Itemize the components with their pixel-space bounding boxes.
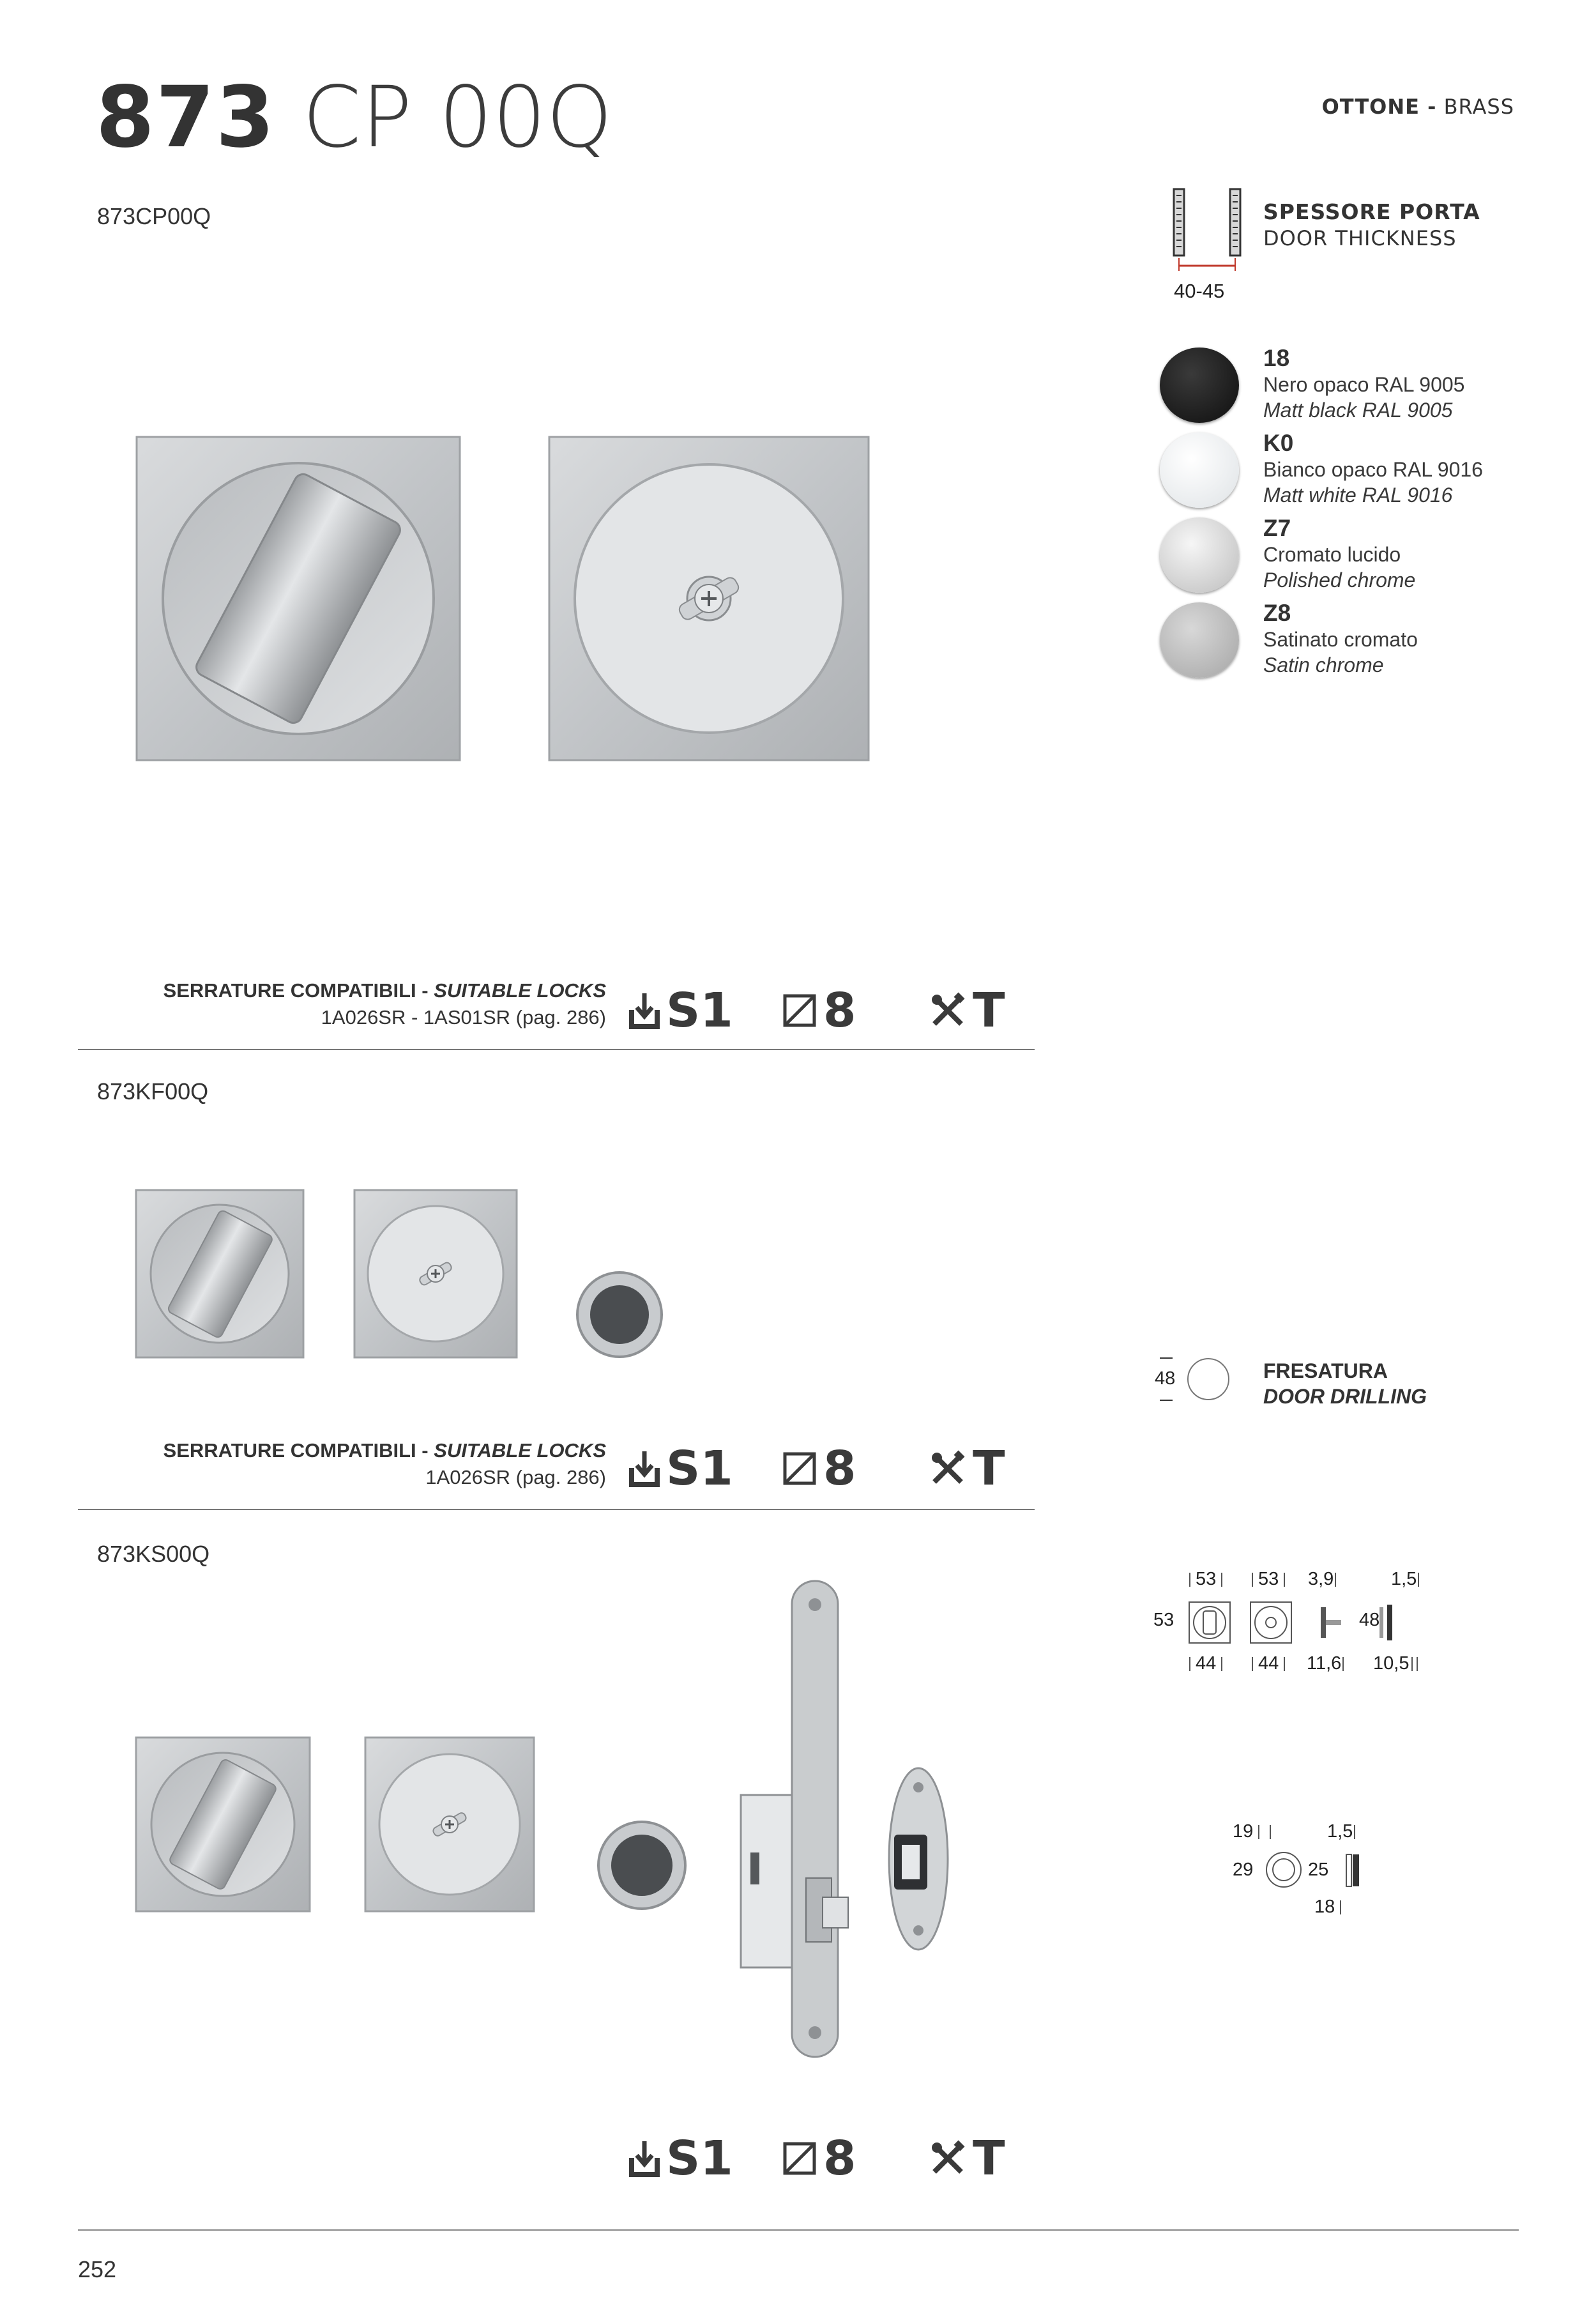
finish-name-en: Matt black RAL 9005 <box>1263 399 1453 422</box>
badge-s1 <box>629 983 733 1038</box>
dim-side-mid: 48 <box>1359 1610 1380 1630</box>
dim-side-top2: 1,5 <box>1391 1569 1417 1589</box>
finishes-list <box>1160 345 1492 685</box>
finish-item <box>1160 600 1492 685</box>
badge-s1-text: S1 <box>666 983 733 1038</box>
finish-name-en: Polished chrome <box>1263 569 1416 592</box>
page-title <box>96 68 613 167</box>
drilling-diameter: 48 <box>1155 1368 1176 1389</box>
badge-square <box>782 1441 856 1496</box>
finish-code: Z8 <box>1263 600 1291 626</box>
dim-round-outer: 29 <box>1233 1860 1254 1880</box>
dim-width-1: 53 <box>1196 1569 1217 1589</box>
dim-side-bot1: 11,6 <box>1307 1653 1342 1674</box>
download-arrow-icon <box>629 991 660 1030</box>
model-number: 873 <box>96 68 276 167</box>
finish-item <box>1160 345 1492 430</box>
lock-body <box>741 1581 848 2057</box>
square-spindle-icon <box>782 993 817 1028</box>
door-thickness-title: SPESSORE PORTA <box>1263 199 1480 224</box>
section-divider-1 <box>78 1049 1035 1050</box>
finish-name-it: Cromato lucido <box>1263 543 1401 566</box>
locks-label: SERRATURE COMPATIBILI - <box>163 979 429 1002</box>
finish-name-it: Bianco opaco RAL 9016 <box>1263 458 1483 481</box>
product-code-3: 873KS00Q <box>97 1541 210 1567</box>
release-plate <box>365 1738 534 1911</box>
dims-round-diagram <box>1226 1817 1418 1932</box>
badge-square-text: 8 <box>823 2131 856 2186</box>
finish-name-it: Satinato cromato <box>1263 628 1418 651</box>
door-thickness-range: 40-45 <box>1174 280 1225 302</box>
badge-s1-text: S1 <box>666 2131 733 2186</box>
dim-round-top-left: 19 <box>1233 1821 1254 1842</box>
product-image-873KS00Q <box>134 1578 958 2063</box>
dim-height: 53 <box>1153 1610 1174 1630</box>
square-spindle-icon <box>782 2141 817 2176</box>
square-spindle-icon <box>782 1451 817 1486</box>
finish-code: Z7 <box>1263 515 1291 541</box>
finish-name-en: Matt white RAL 9016 <box>1263 484 1453 507</box>
door-thickness-subtitle: DOOR THICKNESS <box>1263 226 1457 250</box>
turn-knob-plate <box>136 1738 310 1911</box>
dims-square-shapes <box>1188 1601 1437 1646</box>
finger-pull <box>598 1822 685 1909</box>
material-label <box>1322 95 1514 119</box>
drilling-subtitle: DOOR DRILLING <box>1263 1385 1427 1408</box>
badge-s1 <box>629 2131 733 2186</box>
badge-tool <box>929 2131 1005 2186</box>
finish-swatch-18 <box>1160 348 1239 423</box>
finish-item <box>1160 515 1492 600</box>
release-plate <box>549 437 869 760</box>
release-plate <box>354 1190 517 1357</box>
dim-round-side: 25 <box>1308 1860 1329 1880</box>
locks-label-en: SUITABLE LOCKS <box>434 979 606 1002</box>
dim-round-bottom: 18 <box>1314 1897 1335 1917</box>
tools-icon <box>929 992 966 1029</box>
badge-tool-text: T <box>973 1441 1005 1496</box>
dim-inner-1: 44 <box>1196 1653 1217 1674</box>
material-en: BRASS <box>1443 95 1514 119</box>
badge-tool-text: T <box>973 2131 1005 2186</box>
material-it: OTTONE - <box>1321 95 1437 119</box>
locks-list: 1A026SR - 1AS01SR (pag. 286) <box>321 1006 606 1028</box>
dim-side-bot2: 10,5 <box>1373 1653 1410 1674</box>
dim-side-top: 3,9 <box>1308 1569 1334 1589</box>
finish-swatch-Z7 <box>1160 517 1239 593</box>
section-divider-2 <box>78 1509 1035 1510</box>
dim-width-2: 53 <box>1258 1569 1279 1589</box>
drilling-title: FRESATURA <box>1263 1359 1388 1382</box>
badge-s1-text: S1 <box>666 1441 733 1496</box>
finish-swatch-Z8 <box>1160 602 1239 678</box>
product-image-873KF00Q <box>134 1188 671 1367</box>
product-code-1: 873CP00Q <box>97 203 211 229</box>
dim-inner-2: 44 <box>1258 1653 1279 1674</box>
badge-square <box>782 983 856 1038</box>
finger-pull <box>577 1272 662 1357</box>
locks-label-en: SUITABLE LOCKS <box>434 1439 606 1462</box>
download-arrow-icon <box>629 2139 660 2178</box>
product-code-2: 873KF00Q <box>97 1078 209 1104</box>
footer-divider <box>78 2229 1519 2231</box>
tools-icon <box>929 2140 966 2177</box>
badge-tool <box>929 983 1005 1038</box>
tools-icon <box>929 1450 966 1487</box>
page-number: 252 <box>78 2256 117 2282</box>
turn-knob-plate <box>137 437 460 760</box>
locks-list: 1A026SR (pag. 286) <box>425 1466 606 1488</box>
dims-square-diagram <box>1150 1565 1437 1693</box>
finish-code: K0 <box>1263 430 1294 456</box>
door-thickness-icon <box>1170 187 1244 276</box>
locks-label: SERRATURE COMPATIBILI - <box>163 1439 429 1462</box>
finish-name-en: Satin chrome <box>1263 653 1384 676</box>
suitable-locks-2 <box>159 1437 606 1491</box>
badge-square-text: 8 <box>823 983 856 1038</box>
finish-item <box>1160 430 1492 515</box>
suitable-locks-1 <box>159 977 606 1031</box>
badge-s1 <box>629 1441 733 1496</box>
badge-square <box>782 2131 856 2186</box>
download-arrow-icon <box>629 1449 660 1488</box>
turn-knob-plate <box>136 1190 303 1357</box>
model-suffix: CP 00Q <box>302 68 613 167</box>
badge-tool <box>929 1441 1005 1496</box>
finish-swatch-K0 <box>1160 432 1239 508</box>
badge-square-text: 8 <box>823 1441 856 1496</box>
product-image-873CP00Q <box>134 434 875 767</box>
finish-name-it: Nero opaco RAL 9005 <box>1263 373 1465 396</box>
finish-code: 18 <box>1263 345 1290 371</box>
strike-plate <box>889 1768 948 1950</box>
badge-tool-text: T <box>973 983 1005 1038</box>
drilling-icon <box>1156 1354 1233 1405</box>
dim-round-top-right: 1,5 <box>1327 1821 1353 1842</box>
